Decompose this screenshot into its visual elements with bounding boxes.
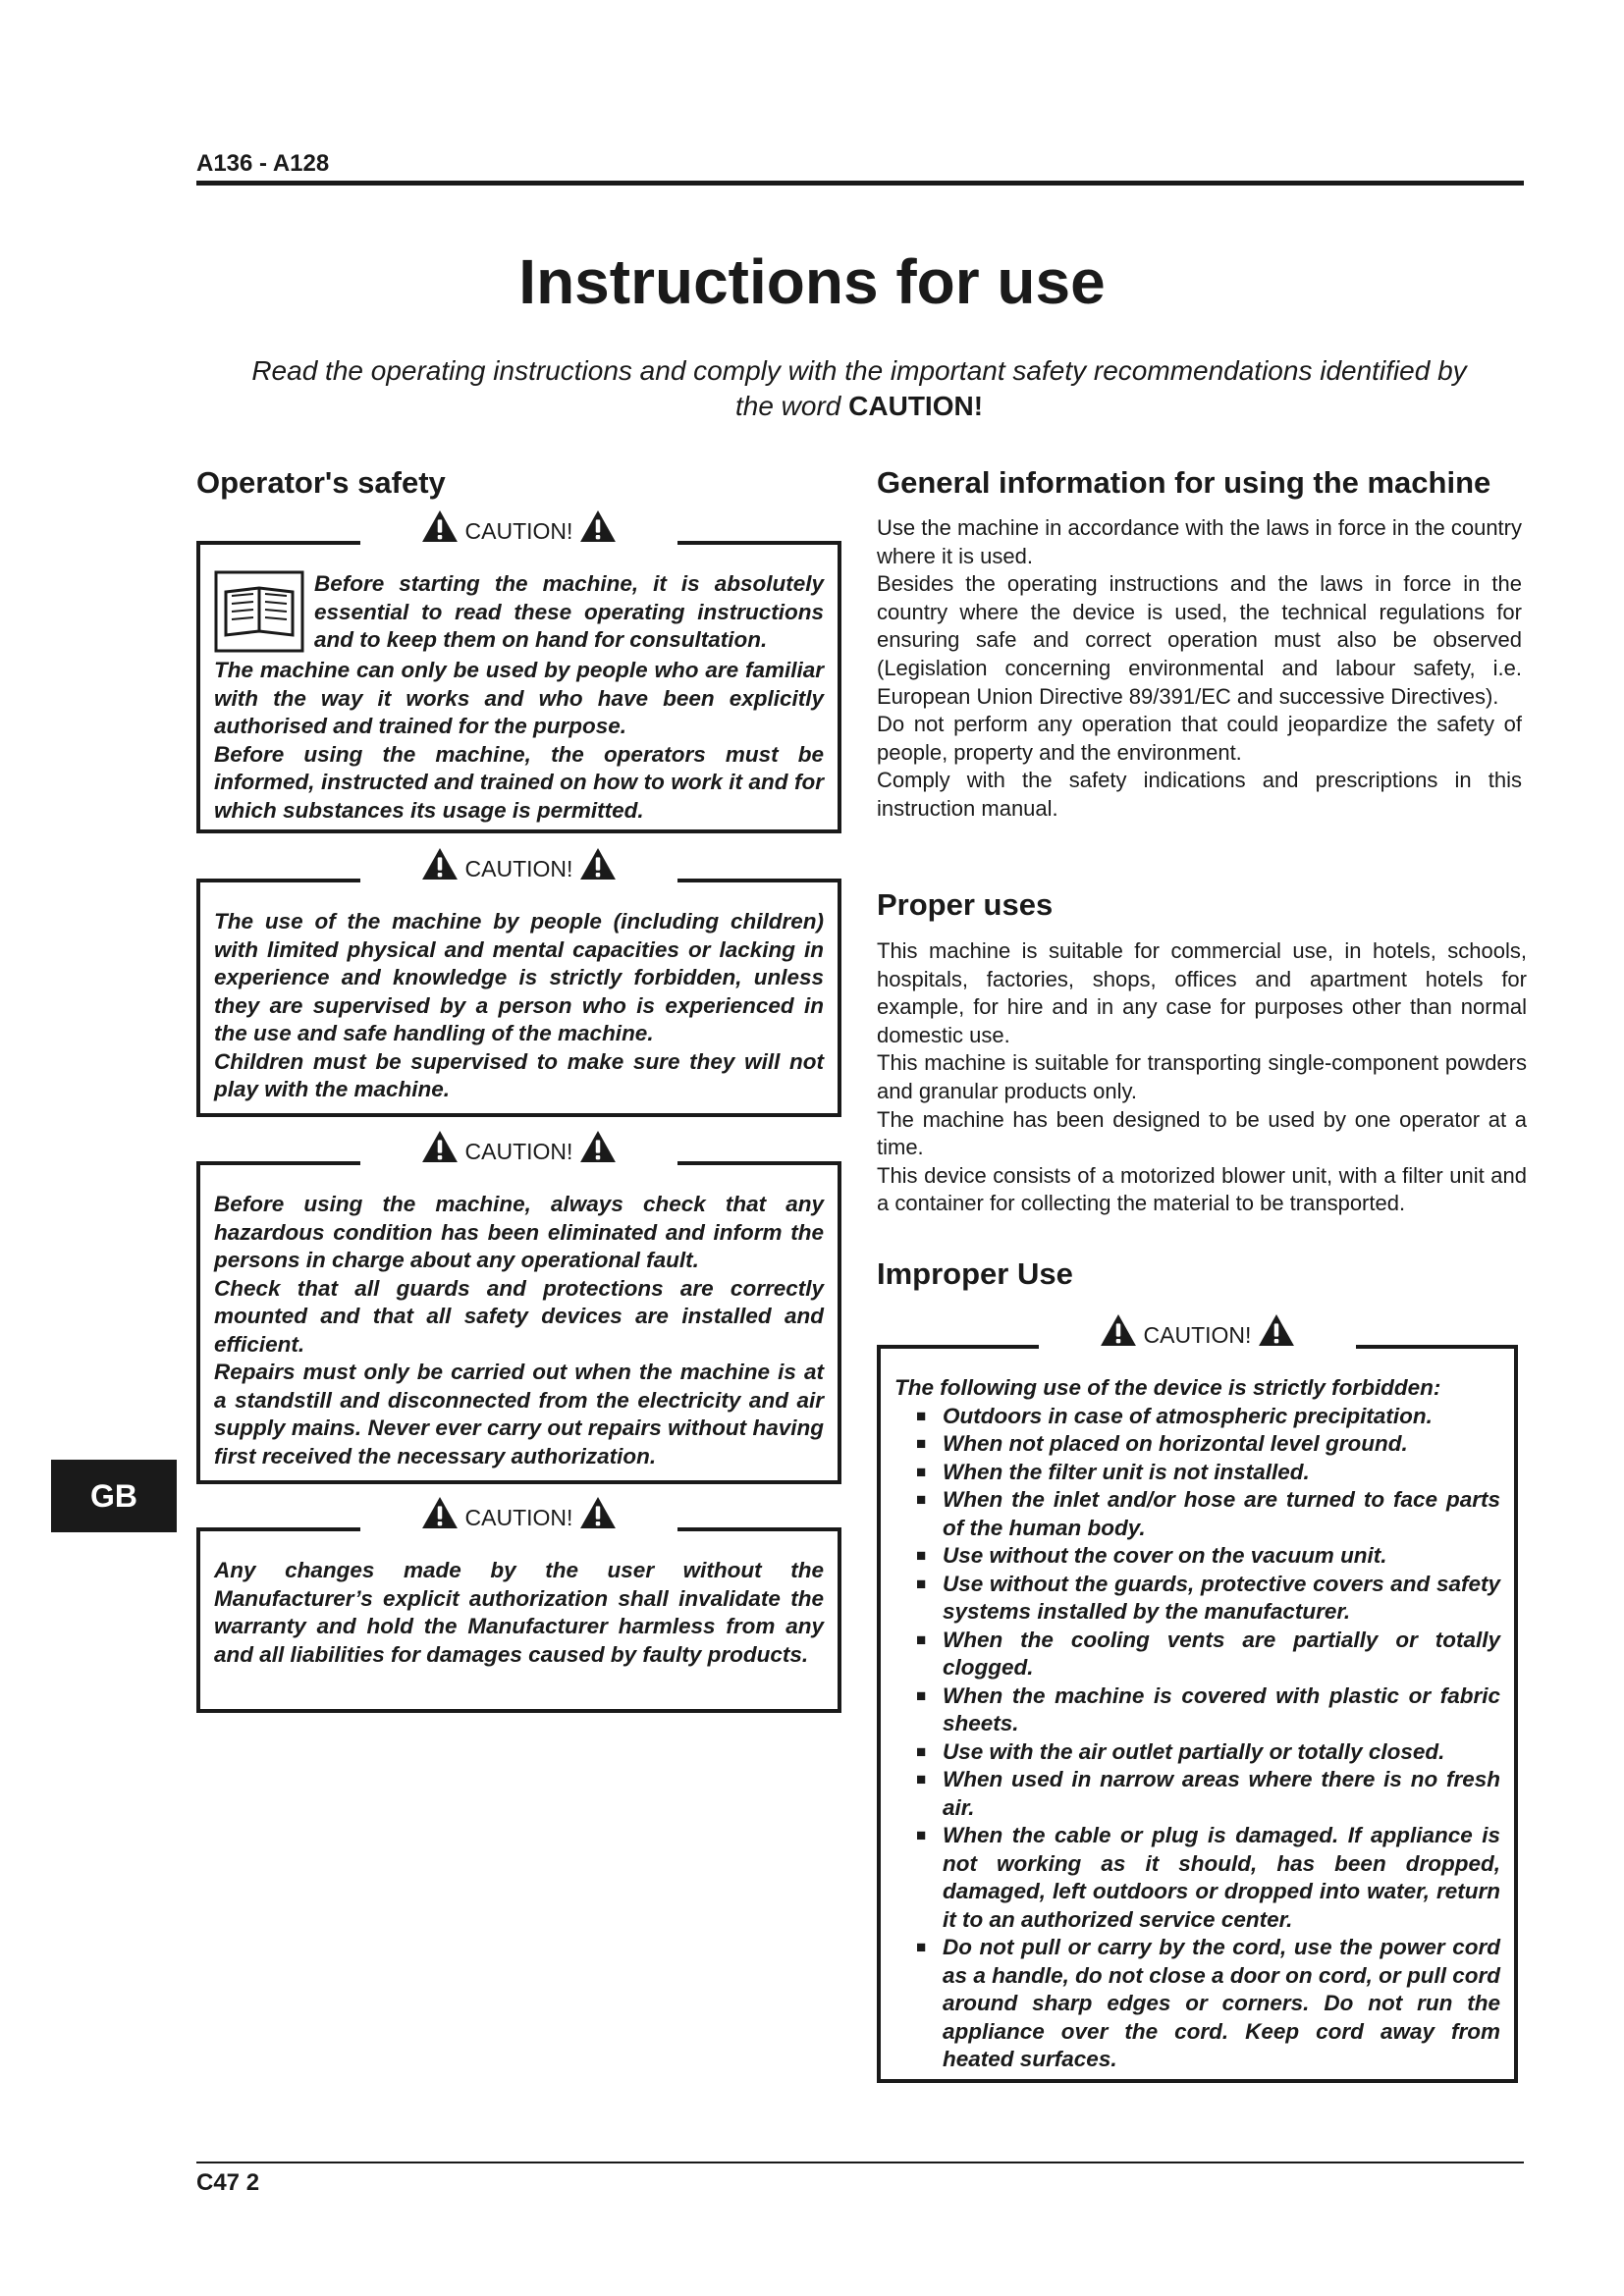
caution-label: CAUTION! [1143,1322,1252,1348]
caution-label: CAUTION! [464,1139,573,1164]
caution-paragraph: Any changes made by the user without the Manufacturer’s explicit authorization shall invalidate the warranty and hold the Manufacturer harmless from any and all liabilities for damages caused by faulty products. [214,1558,824,1667]
caution-paragraph: The use of the machine by people (including children) with limited physical and mental capacities or lacking in experience and knowledge is strictly forbidden, unless they are supervised by a person who is experienced in the use and safe handling of the machine. [214,909,824,1045]
caution-box-body [214,1557,824,1669]
warning-icon [421,847,459,881]
caution-header [200,1130,838,1169]
warning-icon [579,1130,617,1163]
list-item: ■ When the cable or plug is damaged. If appliance is not working as it should, has been dropped, damaged, left outdoors or dropped into water, return it to an authorized service center. [894,1822,1500,1934]
heading-improper-use: Improper Use [877,1256,1073,1291]
caution-box-4 [196,1505,841,1713]
general-information-text [877,514,1522,824]
warning-icon [579,847,617,881]
paragraph: Do not perform any operation that could jeopardize the safety of people, property and the environment. [877,712,1522,765]
warning-icon [579,1496,617,1529]
caution-paragraph: Children must be supervised to make sure they will not play with the machine. [214,1048,824,1101]
caution-header [200,847,838,886]
header-rule [196,181,1524,186]
footer-rule [196,2162,1524,2163]
list-item: ■ When used in narrow areas where there is no fresh air. [894,1766,1500,1822]
paragraph: This machine is suitable for commercial use, in hotels, schools, hospitals, factories, shops, offices and apartment hotels for example, for hire and in any case for purposes other than normal domestic use. [877,938,1527,1047]
warning-icon [1100,1313,1137,1347]
intro-text [236,353,1483,424]
caution-paragraph: The machine can only be used by people who are familiar with the way it works and who have been explicitly authorised and trained for the purpose. [214,658,824,738]
warning-icon [1258,1313,1295,1347]
list-item: ■ Use without the guards, protective covers and safety systems installed by the manufacturer. [894,1571,1500,1627]
caution-box-body [214,570,824,825]
paragraph: This machine is suitable for transporting single-component powders and granular products only. [877,1050,1527,1103]
caution-header [200,509,838,549]
proper-uses-text [877,937,1527,1218]
caution-label: CAUTION! [464,518,573,544]
list-item: ■ When the machine is covered with plastic or fabric sheets. [894,1682,1500,1738]
model-code: A136 - A128 [196,150,330,177]
warning-icon [421,1496,459,1529]
improper-use-intro: The following use of the device is strictly forbidden: [894,1375,1441,1400]
heading-general-information: General information for using the machine [877,465,1491,500]
improper-use-body [894,1374,1500,2074]
list-item: ■ Outdoors in case of atmospheric precipitation. [894,1403,1500,1431]
heading-operators-safety: Operator's safety [196,465,446,500]
page-number: C47 2 [196,2169,260,2196]
language-tab: GB [51,1460,177,1532]
intro-emphasis: CAUTION! [848,391,984,421]
paragraph: Comply with the safety indications and prescriptions in this instruction manual. [877,768,1522,821]
list-item: ■ When the inlet and/or hose are turned to face parts of the human body. [894,1486,1500,1542]
warning-icon [421,509,459,543]
caution-box-3 [196,1139,841,1484]
list-item: ■ When not placed on horizontal level ground. [894,1430,1500,1459]
heading-proper-uses: Proper uses [877,887,1054,922]
read-manual-icon [214,570,304,653]
improper-use-list [894,1403,1500,2074]
caution-box-2 [196,856,841,1117]
paragraph: Use the machine in accordance with the laws in force in the country where it is used. [877,515,1522,568]
warning-icon [421,1130,459,1163]
caution-header [881,1313,1514,1353]
paragraph: The machine has been designed to be used by one operator at a time. [877,1106,1527,1160]
caution-label: CAUTION! [464,1505,573,1530]
caution-box-1 [196,518,841,833]
caution-header [200,1496,838,1535]
list-item: ■ Do not pull or carry by the cord, use the power cord as a handle, do not close a door on cord, or pull cord around sharp edges or corners. Do not run the appliance over the cord. Keep cord away from heated surfaces. [894,1934,1500,2074]
list-item: ■ When the filter unit is not installed. [894,1459,1500,1487]
page-title: Instructions for use [518,246,1106,317]
list-item: ■ When the cooling vents are partially or totally clogged. [894,1627,1500,1682]
caution-paragraph: Before using the machine, the operators must be informed, instructed and trained on how to work it and for which substances its usage is permitted. [214,741,824,823]
list-item: ■ Use with the air outlet partially or totally closed. [894,1738,1500,1767]
caution-box-body [214,908,824,1104]
list-item: ■ Use without the cover on the vacuum unit. [894,1542,1500,1571]
caution-paragraph: Before using the machine, always check that any hazardous condition has been eliminated and inform the persons in charge about any operational fault. [214,1192,824,1272]
warning-icon [579,509,617,543]
intro-sentence: Read the operating instructions and comply with the important safety recommendations identified by the word [251,355,1467,421]
caution-paragraph: Check that all guards and protections are correctly mounted and that all safety devices are installed and efficient. [214,1275,824,1357]
paragraph: Besides the operating instructions and the laws in force in the country where the device is used, the technical regulations for ensuring safe and correct operation must also be observed (Legislation concerning environmental and labour safety, i.e. European Union Directive 89/391/EC and successive Directives). [877,571,1522,709]
caution-label: CAUTION! [464,856,573,881]
caution-paragraph: Before starting the machine, it is absolutely essential to read these operating instructions and to keep them on hand for consultation. [314,571,824,652]
paragraph: This device consists of a motorized blower unit, with a filter unit and a container for collecting the material to be transported. [877,1162,1527,1216]
caution-box-body [214,1191,824,1470]
caution-paragraph: Repairs must only be carried out when the machine is at a standstill and disconnected from the electricity and air supply mains. Never ever carry out repairs without having first received the necessary authorization. [214,1360,824,1468]
improper-use-caution-box [877,1322,1518,2083]
